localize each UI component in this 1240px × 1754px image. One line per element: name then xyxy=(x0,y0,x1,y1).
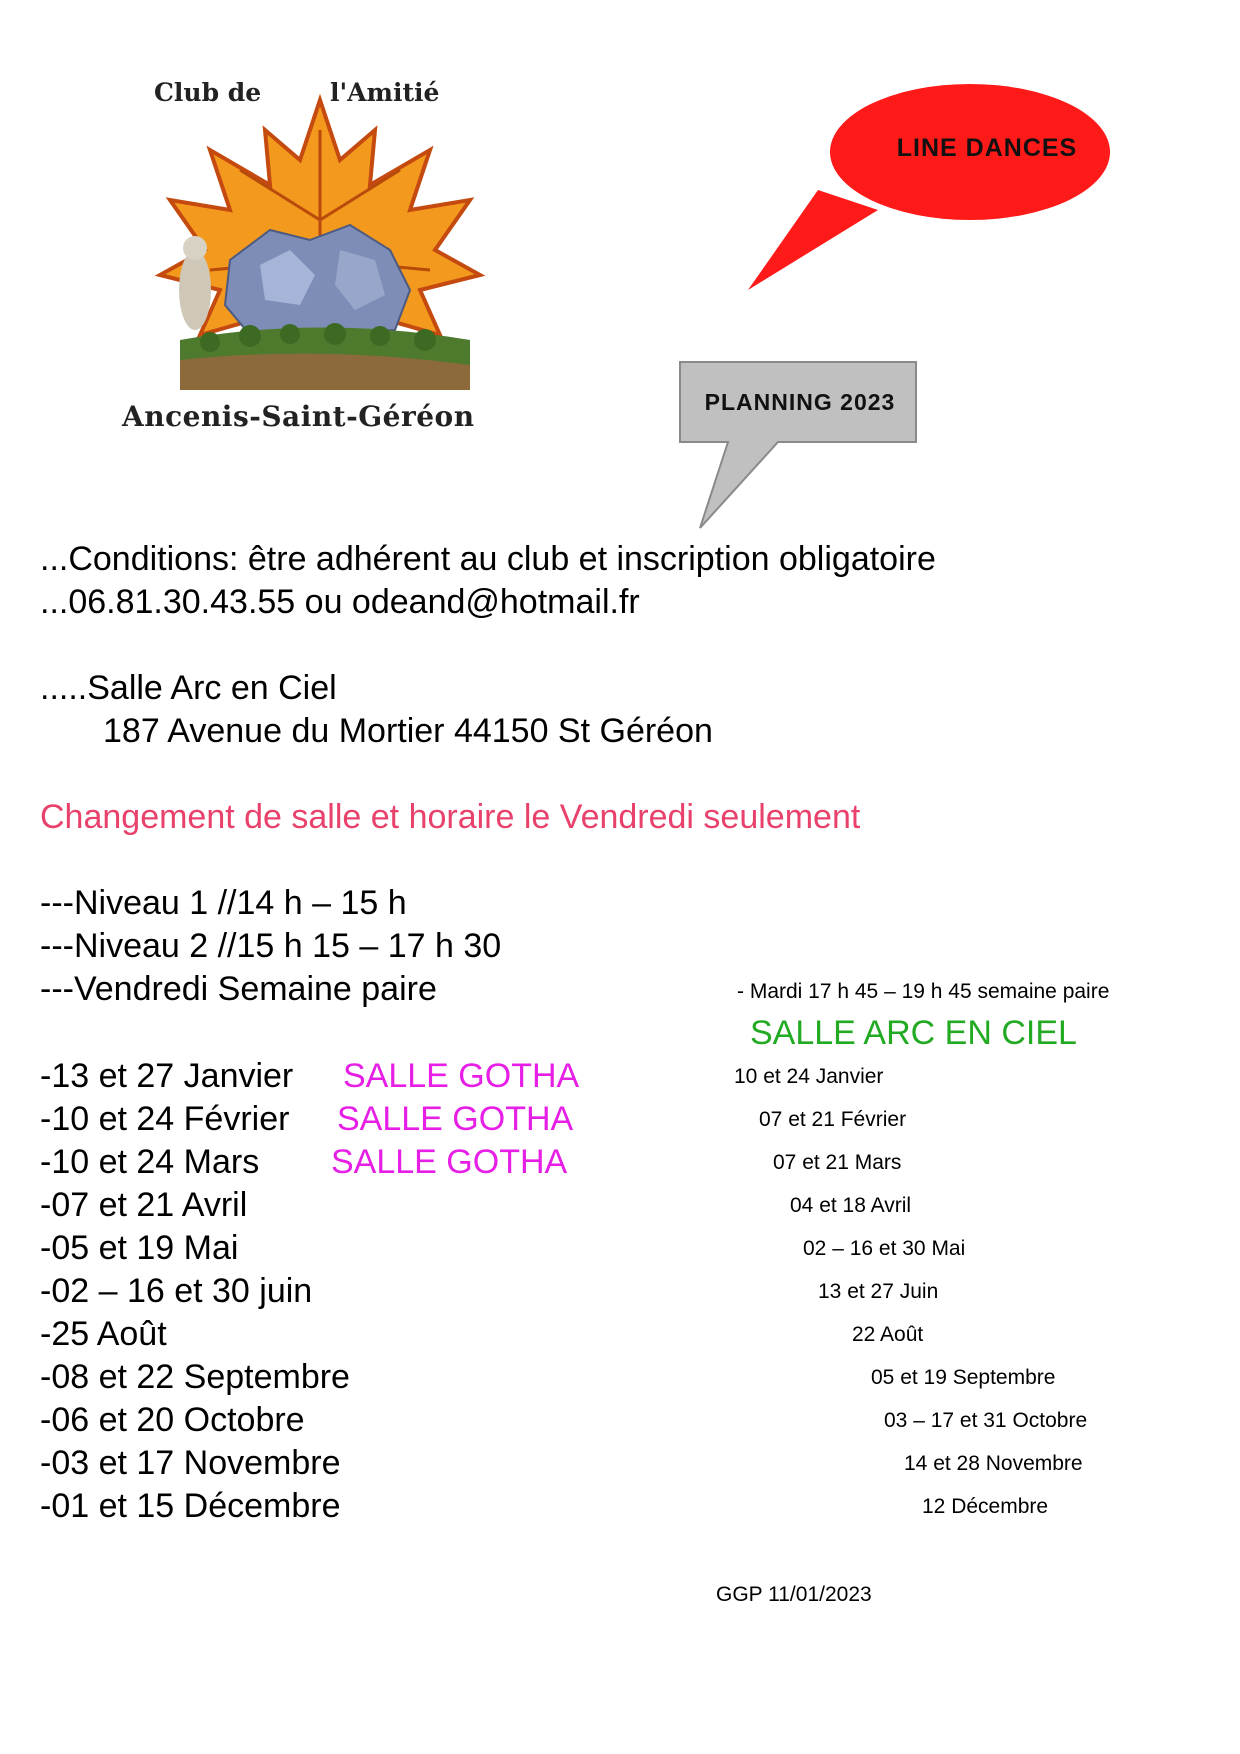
venue-address: 187 Avenue du Mortier 44150 St Géréon xyxy=(103,712,713,750)
niveau-1-time: ---Niveau 1 //14 h – 15 h xyxy=(40,884,407,922)
maple-leaf-emblem xyxy=(140,90,500,400)
callout-shape xyxy=(678,360,918,530)
friday-date: -05 et 19 Mai xyxy=(40,1229,239,1267)
friday-date: -10 et 24 Mars xyxy=(40,1143,260,1181)
tuesday-date: 14 et 28 Novembre xyxy=(904,1452,1083,1475)
tuesday-date: 12 Décembre xyxy=(922,1495,1049,1518)
friday-date: -08 et 22 Septembre xyxy=(40,1358,350,1396)
tuesday-date: 13 et 27 Juin xyxy=(818,1280,939,1303)
friday-room: SALLE GOTHA xyxy=(337,1100,574,1138)
line-dances-badge: LINE DANCES xyxy=(896,134,1078,162)
tuesday-date: 02 – 16 et 30 Mai xyxy=(803,1237,966,1260)
logo-text-top-left: Club de xyxy=(154,78,262,107)
tuesday-date: 10 et 24 Janvier xyxy=(734,1065,884,1088)
logo-text-bottom: Ancenis-Saint-Géréon xyxy=(122,400,475,433)
conditions-line: ...Conditions: être adhérent au club et inscription obligatoire xyxy=(40,540,936,578)
tuesday-date: 05 et 19 Septembre xyxy=(871,1366,1056,1389)
friday-date: -02 – 16 et 30 juin xyxy=(40,1272,313,1310)
tuesday-room: SALLE ARC EN CIEL xyxy=(750,1014,1077,1052)
tuesday-date: 22 Août xyxy=(852,1323,924,1346)
friday-date: -06 et 20 Octobre xyxy=(40,1401,305,1439)
document-footer: GGP 11/01/2023 xyxy=(716,1583,872,1606)
logo-text-top-right: l'Amitié xyxy=(330,78,440,107)
speech-bubble-shape xyxy=(748,80,1128,310)
niveau-2-time: ---Niveau 2 //15 h 15 – 17 h 30 xyxy=(40,927,502,965)
friday-date: -01 et 15 Décembre xyxy=(40,1487,341,1525)
friday-date: -25 Août xyxy=(40,1315,167,1353)
tuesday-date: 07 et 21 Mars xyxy=(773,1151,902,1174)
planning-badge: PLANNING 2023 xyxy=(704,389,896,415)
tuesday-date: 07 et 21 Février xyxy=(759,1108,907,1131)
friday-room: SALLE GOTHA xyxy=(343,1057,580,1095)
friday-date: -07 et 21 Avril xyxy=(40,1186,248,1224)
friday-room: SALLE GOTHA xyxy=(331,1143,568,1181)
tuesday-date: 03 – 17 et 31 Octobre xyxy=(884,1409,1088,1432)
schedule-change-notice: Changement de salle et horaire le Vendredi seulement xyxy=(40,798,861,836)
friday-heading: ---Vendredi Semaine paire xyxy=(40,970,437,1008)
friday-date: -10 et 24 Février xyxy=(40,1100,290,1138)
friday-date: -13 et 27 Janvier xyxy=(40,1057,294,1095)
tuesday-date: 04 et 18 Avril xyxy=(790,1194,912,1217)
friday-date: -03 et 17 Novembre xyxy=(40,1444,341,1482)
tuesday-heading: - Mardi 17 h 45 – 19 h 45 semaine paire xyxy=(737,980,1110,1003)
venue-name: .....Salle Arc en Ciel xyxy=(40,669,337,707)
contact-line: ...06.81.30.43.55 ou odeand@hotmail.fr xyxy=(40,583,640,621)
club-logo xyxy=(120,78,520,448)
